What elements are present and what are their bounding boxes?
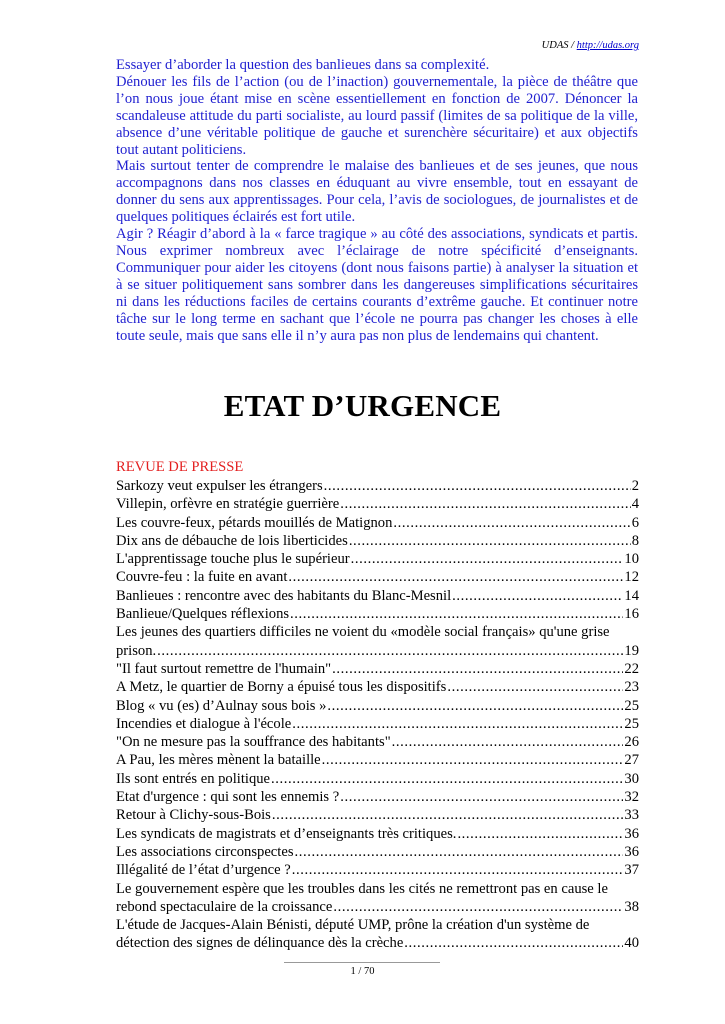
toc-entry[interactable] [116, 806, 639, 824]
toc-entry[interactable] [116, 825, 639, 843]
toc-dot-leader [295, 843, 624, 861]
toc-page-number: 37 [624, 862, 639, 879]
toc-dot-leader [351, 550, 624, 568]
toc-page-number: 12 [624, 569, 639, 586]
toc-entry[interactable] [116, 733, 639, 751]
toc-entry-title: Les associations circonspectes [116, 843, 294, 860]
toc-dot-leader [327, 697, 623, 715]
toc-dot-leader [447, 678, 623, 696]
toc-dot-leader [340, 788, 623, 806]
page-number: 1 / 70 [350, 966, 375, 977]
table-of-contents [116, 477, 639, 953]
toc-dot-leader [404, 934, 623, 952]
intro-text [116, 57, 638, 344]
header-site: UDAS [541, 40, 569, 51]
toc-entry[interactable] [116, 880, 639, 917]
toc-dot-leader [340, 495, 631, 513]
toc-entry[interactable] [116, 495, 639, 513]
toc-entry-title-line: Le gouvernement espère que les troubles dans les cités ne remettront pas en cause le [116, 880, 608, 897]
toc-page-number: 16 [624, 606, 639, 623]
toc-page-number: 2 [631, 478, 639, 494]
toc-page-number: 40 [624, 935, 639, 952]
toc-entry-title: Blog « vu (es) d’Aulnay sous bois » [116, 697, 327, 714]
toc-entry[interactable] [116, 751, 639, 769]
toc-dot-leader [457, 825, 623, 843]
toc-entry[interactable] [116, 660, 639, 678]
toc-dot-leader [272, 806, 624, 824]
toc-page-number: 36 [624, 843, 639, 860]
toc-entry[interactable] [116, 587, 639, 605]
toc-page-number: 25 [624, 697, 639, 714]
toc-entry[interactable] [116, 770, 639, 788]
toc-entry[interactable] [116, 623, 639, 660]
intro-paragraph: Dénouer les fils de l’action (ou de l’inaction) gouvernementale, la pièce de théâtre que l’on nous joue étant mise en scène essentiellement en fonction de 2007. Dénoncer la scandaleuse attitude du parti socialiste, au lourd passif (limites de sa politique de la ville, absence d’une véritable politique de gauche et surenchère sécuritaire) et aux objectifs tout autant politiciens. [116, 73, 638, 158]
toc-entry-title: Couvre-feu : la fuite en avant [116, 569, 288, 586]
toc-entry[interactable] [116, 550, 639, 568]
toc-entry[interactable] [116, 568, 639, 586]
toc-entry-title: "On ne mesure pas la souffrance des habitants" [116, 734, 391, 751]
toc-page-number: 6 [631, 514, 639, 531]
toc-page-number: 32 [624, 789, 639, 806]
toc-dot-leader [324, 477, 631, 495]
toc-dot-leader [271, 770, 623, 788]
toc-entry-title: Les couvre-feux, pétards mouillés de Matignon [116, 514, 393, 531]
toc-entry[interactable] [116, 605, 639, 623]
toc-entry-title-line: Les jeunes des quartiers difficiles ne voient du «modèle social français» qu'une grise [116, 624, 610, 641]
toc-page-number: 10 [624, 551, 639, 568]
toc-dot-leader [393, 514, 630, 532]
toc-dot-leader [157, 642, 623, 660]
toc-page-number: 38 [624, 898, 639, 915]
footer-divider [284, 962, 440, 963]
toc-page-number: 36 [624, 825, 639, 842]
toc-entry[interactable] [116, 477, 639, 495]
toc-page-number: 19 [624, 642, 639, 659]
header-separator: / [568, 40, 577, 51]
toc-entry-title: Banlieues : rencontre avec des habitants du Blanc-Mesnil [116, 587, 452, 604]
toc-dot-leader [332, 660, 623, 678]
toc-entry-title: A Metz, le quartier de Borny a épuisé tous les dispositifs [116, 679, 447, 696]
toc-page-number: 22 [624, 660, 639, 677]
toc-entry-title: Villepin, orfèvre en stratégie guerrière [116, 496, 340, 513]
toc-entry[interactable] [116, 788, 639, 806]
header-url-link[interactable]: http://udas.org [576, 40, 639, 51]
toc-dot-leader [292, 861, 624, 879]
toc-page-number: 33 [624, 807, 639, 824]
toc-entry-title-line: L'étude de Jacques-Alain Bénisti, député UMP, prône la création d'un système de [116, 917, 590, 934]
toc-entry-title: Dix ans de débauche de lois liberticides [116, 532, 348, 549]
toc-entry-title: A Pau, les mères mènent la bataille [116, 752, 321, 769]
toc-page-number: 8 [631, 532, 639, 549]
toc-dot-leader [333, 898, 623, 916]
document-title: ETAT D’URGENCE [223, 388, 502, 423]
toc-dot-leader [322, 751, 624, 769]
toc-entry[interactable] [116, 697, 639, 715]
toc-entry-title: L'apprentissage touche plus le supérieur [116, 551, 350, 568]
toc-dot-leader [290, 605, 623, 623]
toc-entry-title: Sarkozy veut expulser les étrangers [116, 478, 323, 494]
running-header [542, 40, 639, 51]
toc-entry-title: Retour à Clichy-sous-Bois [116, 807, 271, 824]
toc-entry-title: détection des signes de délinquance dès la crèche [116, 935, 404, 952]
intro-paragraph: Agir ? Réagir d’abord à la « farce tragique » au côté des associations, syndicats et partis. Nous exprimer nombreux avec l’éclairage de notre spécificité d’enseignants. Communiquer pour aider les citoyens (dont nous faisons partie) à analyser la situation et à se situer politiquement sans sombrer dans les dangereuses simplifications sécuritaires ni dans les réductions faciles de certains courants d’extrême gauche. Et continuer notre tâche sur le long terme en sachant que l’école ne pourra pas changer les choses à elle toute seule, mais que sans elle il n’y aura pas non plus de lendemains qui chantent. [116, 226, 638, 344]
toc-entry[interactable] [116, 532, 639, 550]
toc-entry[interactable] [116, 916, 639, 953]
toc-entry-title: Les syndicats de magistrats et d’enseignants très critiques. [116, 825, 457, 842]
toc-entry-title: Etat d'urgence : qui sont les ennemis ? [116, 789, 340, 806]
toc-entry[interactable] [116, 843, 639, 861]
toc-entry-title: Illégalité de l’état d’urgence ? [116, 862, 291, 879]
toc-page-number: 30 [624, 770, 639, 787]
toc-entry-title: rebond spectaculaire de la croissance [116, 898, 333, 915]
toc-entry[interactable] [116, 514, 639, 532]
toc-dot-leader [452, 587, 623, 605]
toc-entry-title: prison. [116, 642, 157, 659]
toc-page-number: 26 [624, 734, 639, 751]
toc-entry[interactable] [116, 715, 639, 733]
toc-page-number: 27 [624, 752, 639, 769]
toc-entry-title: Incendies et dialogue à l'école [116, 715, 292, 732]
toc-dot-leader [392, 733, 624, 751]
intro-paragraph: Essayer d’aborder la question des banlieues dans sa complexité. [116, 57, 490, 73]
toc-page-number: 4 [631, 496, 639, 513]
toc-page-number: 14 [624, 587, 639, 604]
toc-entry-title: "Il faut surtout remettre de l'humain" [116, 660, 332, 677]
toc-page-number: 25 [624, 715, 639, 732]
toc-entry-title: Banlieue/Quelques réflexions [116, 606, 290, 623]
toc-page-number: 23 [624, 679, 639, 696]
toc-entry-title: Ils sont entrés en politique [116, 770, 271, 787]
revue-heading: REVUE DE PRESSE [116, 459, 244, 475]
toc-entry[interactable] [116, 861, 639, 879]
toc-dot-leader [349, 532, 631, 550]
toc-dot-leader [292, 715, 623, 733]
toc-dot-leader [288, 568, 623, 586]
intro-paragraph: Mais surtout tenter de comprendre le malaise des banlieues et de ses jeunes, que nous accompagnons dans nos classes en éduquant au vivre ensemble, tout en essayant de donner du sens aux apprentissages. Pour cela, l’avis de sociologues, de journalistes et de quelques politiques éclairés est fort utile. [116, 158, 638, 226]
toc-entry[interactable] [116, 678, 639, 696]
